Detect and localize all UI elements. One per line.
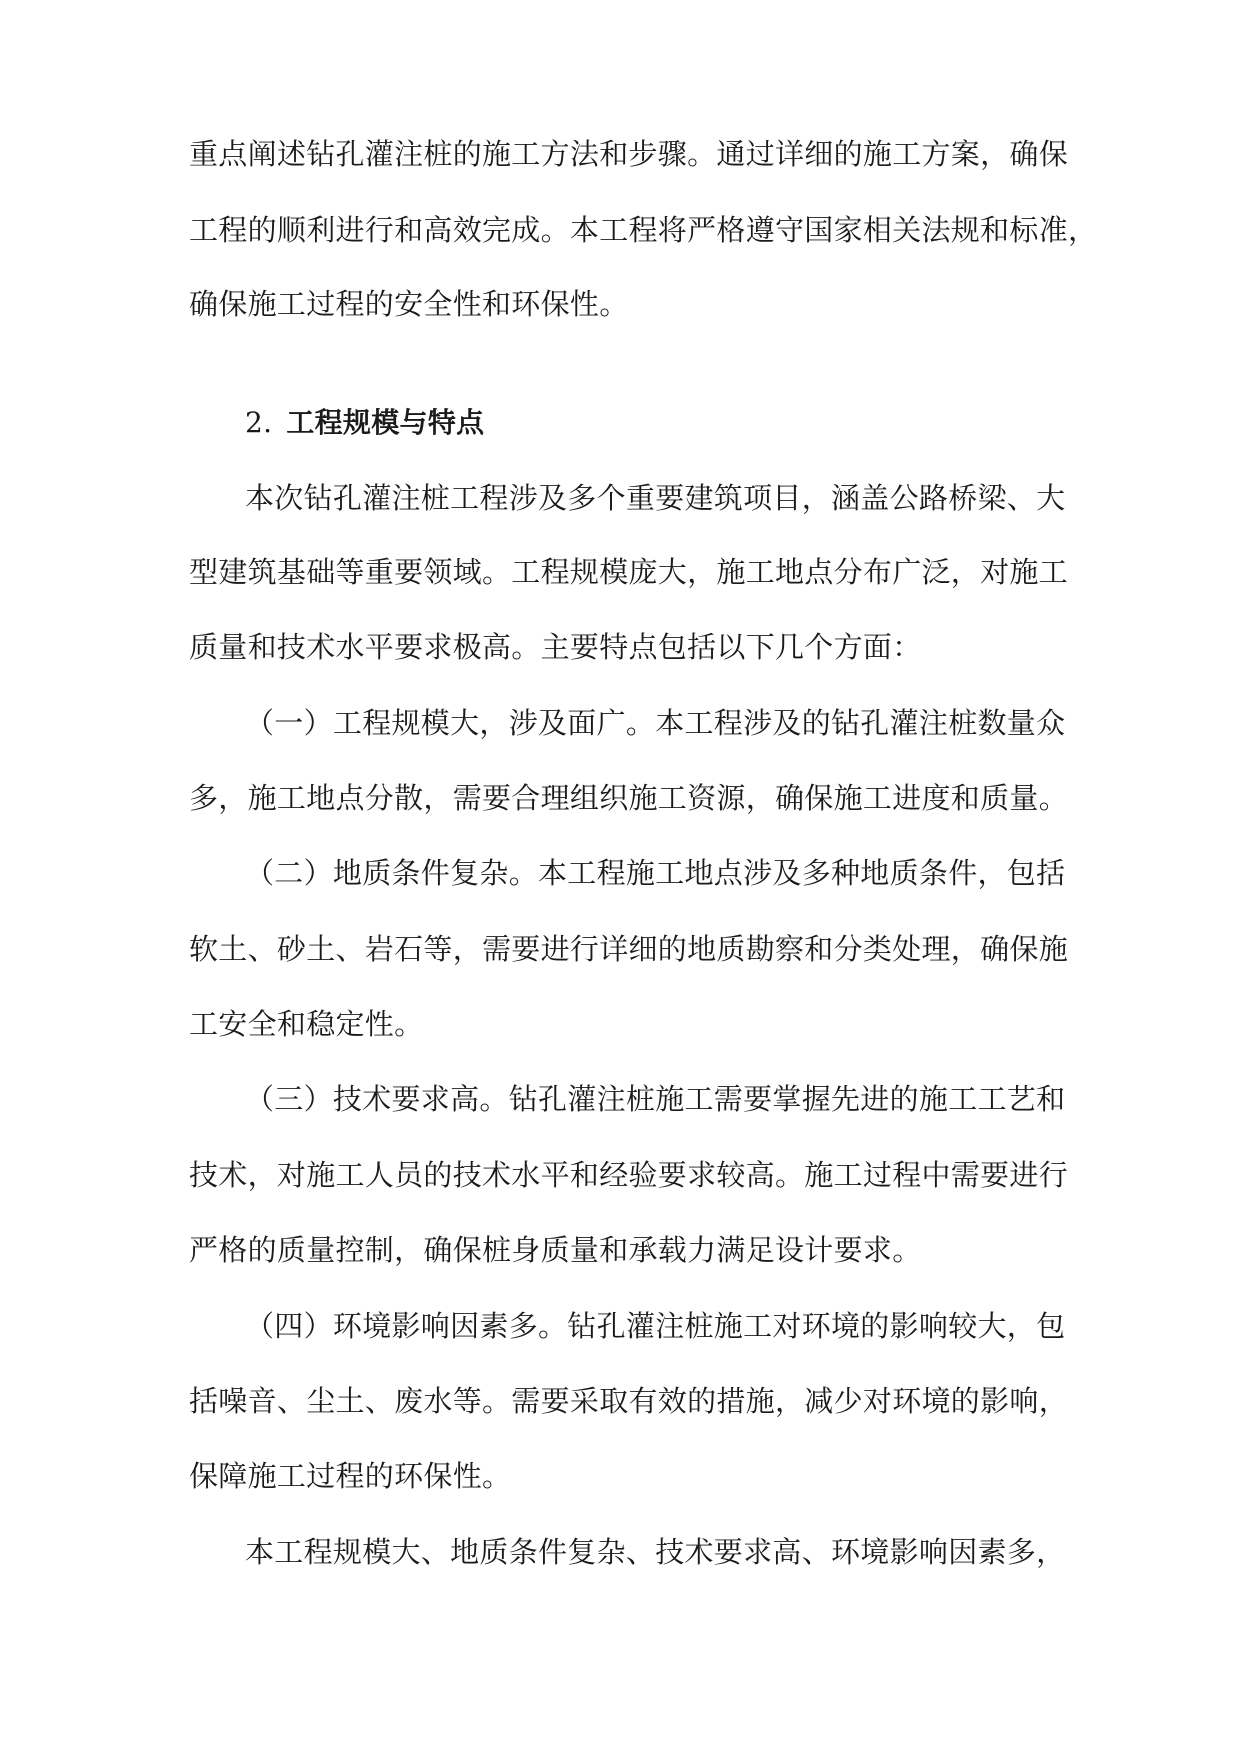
intro-line-1: 重点阐述钻孔灌注桩的施工方法和步骤。通过详细的施工方案，确保 <box>189 137 1069 171</box>
point-3-line-1: （三）技术要求高。钻孔灌注桩施工需要掌握先进的施工工艺和 <box>245 1082 1066 1116</box>
section-heading <box>245 403 1125 443</box>
point-4-line-3: 保障施工过程的环保性。 <box>189 1459 512 1493</box>
summary-line-1: 本工程规模大、地质条件复杂、技术要求高、环境影响因素多， <box>245 1535 1066 1569</box>
point-2-line-3: 工安全和稳定性。 <box>189 1007 424 1041</box>
paragraph-1-line-1: 本次钻孔灌注桩工程涉及多个重要建筑项目，涵盖公路桥梁、大 <box>245 481 1066 515</box>
point-3-line-2: 技术，对施工人员的技术水平和经验要求较高。施工过程中需要进行 <box>189 1158 1069 1192</box>
point-1-line-2: 多，施工地点分散，需要合理组织施工资源，确保施工进度和质量。 <box>189 781 1069 815</box>
paragraph-1-line-3: 质量和技术水平要求极高。主要特点包括以下几个方面： <box>189 630 922 664</box>
paragraph-1-line-2: 型建筑基础等重要领域。工程规模庞大，施工地点分布广泛，对施工 <box>189 555 1069 589</box>
point-4-line-2: 括噪音、尘土、废水等。需要采取有效的措施，减少对环境的影响， <box>189 1384 1069 1418</box>
point-4-line-1: （四）环境影响因素多。钻孔灌注桩施工对环境的影响较大，包 <box>245 1309 1066 1343</box>
point-2-line-1: （二）地质条件复杂。本工程施工地点涉及多种地质条件，包括 <box>245 856 1066 890</box>
point-1-line-1: （一）工程规模大，涉及面广。本工程涉及的钻孔灌注桩数量众 <box>245 706 1066 740</box>
intro-line-2: 工程的顺利进行和高效完成。本工程将严格遵守国家相关法规和标准， <box>189 213 1098 247</box>
point-3-line-3: 严格的质量控制，确保桩身质量和承载力满足设计要求。 <box>189 1233 922 1267</box>
section-number: 2. <box>245 406 273 439</box>
point-2-line-2: 软土、砂土、岩石等，需要进行详细的地质勘察和分类处理，确保施 <box>189 932 1069 966</box>
intro-line-3: 确保施工过程的安全性和环保性。 <box>189 287 629 321</box>
section-title: 工程规模与特点 <box>286 406 485 439</box>
